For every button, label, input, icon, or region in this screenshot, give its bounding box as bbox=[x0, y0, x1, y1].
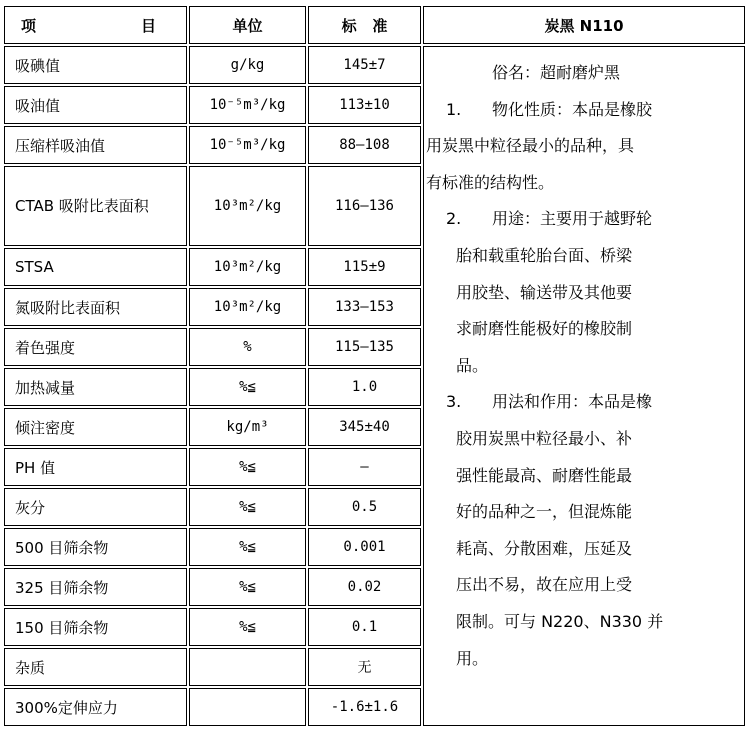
row-unit: % bbox=[189, 328, 306, 366]
paragraph-lead-text: 用法和作用：本品是橡 bbox=[492, 392, 653, 412]
row-standard: 133—153 bbox=[308, 288, 421, 326]
row-unit bbox=[189, 648, 306, 686]
row-item: 500 目筛余物 bbox=[4, 528, 187, 566]
row-standard: — bbox=[308, 448, 421, 486]
row-standard: -1.6±1.6 bbox=[308, 688, 421, 726]
row-standard: 0.001 bbox=[308, 528, 421, 566]
row-item: 吸油值 bbox=[4, 86, 187, 124]
row-standard: 无 bbox=[308, 648, 421, 686]
header-standard bbox=[308, 6, 421, 44]
paragraph-line: 耗高、分散困难，压延及 bbox=[456, 538, 633, 558]
paragraph-line: 有标准的结构性。 bbox=[426, 172, 555, 192]
row-standard: 0.5 bbox=[308, 488, 421, 526]
row-unit: kg/m³ bbox=[189, 408, 306, 446]
paragraph-line: 好的品种之一，但混炼能 bbox=[456, 502, 633, 522]
row-item: 150 目筛余物 bbox=[4, 608, 187, 646]
row-item: 杂质 bbox=[4, 648, 187, 686]
row-item: 压缩样吸油值 bbox=[4, 126, 187, 164]
row-unit: 10³m²/kg bbox=[189, 288, 306, 326]
paragraph-line: 用炭黑中粒径最小的品种，具 bbox=[426, 136, 635, 156]
row-item: 300%定伸应力 bbox=[4, 688, 187, 726]
paragraph-lead bbox=[426, 92, 740, 129]
row-standard: 0.1 bbox=[308, 608, 421, 646]
row-standard: 0.02 bbox=[308, 568, 421, 606]
row-item: 加热减量 bbox=[4, 368, 187, 406]
paragraph-line: 压出不易，故在应用上受 bbox=[456, 575, 633, 595]
paragraph-number: 1. bbox=[446, 99, 462, 119]
row-standard: 1.0 bbox=[308, 368, 421, 406]
row-standard: 115—135 bbox=[308, 328, 421, 366]
row-unit: 10³m²/kg bbox=[189, 166, 306, 246]
header-row bbox=[4, 6, 745, 44]
table-row bbox=[4, 46, 745, 84]
row-standard: 113±10 bbox=[308, 86, 421, 124]
header-std-b: 准 bbox=[372, 16, 388, 35]
row-standard: 88—108 bbox=[308, 126, 421, 164]
header-item-b: 目 bbox=[140, 16, 156, 35]
row-unit: %≦ bbox=[189, 368, 306, 406]
paragraph-lead bbox=[426, 201, 740, 238]
paragraph-line: 强性能最高、耐磨性能最 bbox=[456, 465, 633, 485]
header-unit: 单位 bbox=[189, 6, 306, 44]
paragraph-line: 胎和载重轮胎台面、桥梁 bbox=[456, 245, 633, 265]
paragraph-number: 3. bbox=[446, 392, 462, 412]
row-unit: %≦ bbox=[189, 568, 306, 606]
row-unit: 10⁻⁵m³/kg bbox=[189, 86, 306, 124]
alias-text: 俗名：超耐磨炉黑 bbox=[492, 63, 621, 82]
paragraph-line: 胶用炭黑中粒径最小、补 bbox=[456, 428, 633, 448]
paragraph-line: 用胶垫、输送带及其他要 bbox=[456, 282, 633, 302]
row-unit: %≦ bbox=[189, 608, 306, 646]
row-unit: %≦ bbox=[189, 488, 306, 526]
row-unit: 10³m²/kg bbox=[189, 248, 306, 286]
row-unit: 10⁻⁵m³/kg bbox=[189, 126, 306, 164]
row-standard: 115±9 bbox=[308, 248, 421, 286]
header-std-a: 标 bbox=[341, 16, 357, 35]
row-standard: 345±40 bbox=[308, 408, 421, 446]
row-item: PH 值 bbox=[4, 448, 187, 486]
header-item bbox=[4, 6, 187, 44]
row-unit bbox=[189, 688, 306, 726]
paragraph-lead bbox=[426, 384, 740, 421]
row-item: 氮吸附比表面积 bbox=[4, 288, 187, 326]
paragraph-lead-text: 物化性质：本品是橡胶 bbox=[492, 99, 653, 119]
header-item-a: 项 bbox=[21, 16, 37, 35]
row-item: CTAB 吸附比表面积 bbox=[4, 166, 187, 246]
product-description bbox=[423, 46, 745, 726]
row-standard: 116—136 bbox=[308, 166, 421, 246]
row-item: 着色强度 bbox=[4, 328, 187, 366]
row-unit: %≦ bbox=[189, 528, 306, 566]
row-item: 倾注密度 bbox=[4, 408, 187, 446]
row-item: STSA bbox=[4, 248, 187, 286]
row-standard: 145±7 bbox=[308, 46, 421, 84]
paragraph-line: 品。 bbox=[456, 355, 489, 375]
paragraph-line: 用。 bbox=[456, 648, 489, 668]
row-item: 325 目筛余物 bbox=[4, 568, 187, 606]
row-unit: g/kg bbox=[189, 46, 306, 84]
header-product: 炭黑 N110 bbox=[423, 6, 745, 44]
row-item: 吸碘值 bbox=[4, 46, 187, 84]
spec-table bbox=[2, 4, 747, 728]
paragraph-line: 限制。可与 N220、N330 并 bbox=[456, 611, 664, 631]
paragraph-number: 2. bbox=[446, 209, 462, 229]
row-item: 灰分 bbox=[4, 488, 187, 526]
paragraph-line: 求耐磨性能极好的橡胶制 bbox=[456, 319, 633, 339]
paragraph-lead-text: 用途：主要用于越野轮 bbox=[492, 209, 653, 229]
row-unit: %≦ bbox=[189, 448, 306, 486]
